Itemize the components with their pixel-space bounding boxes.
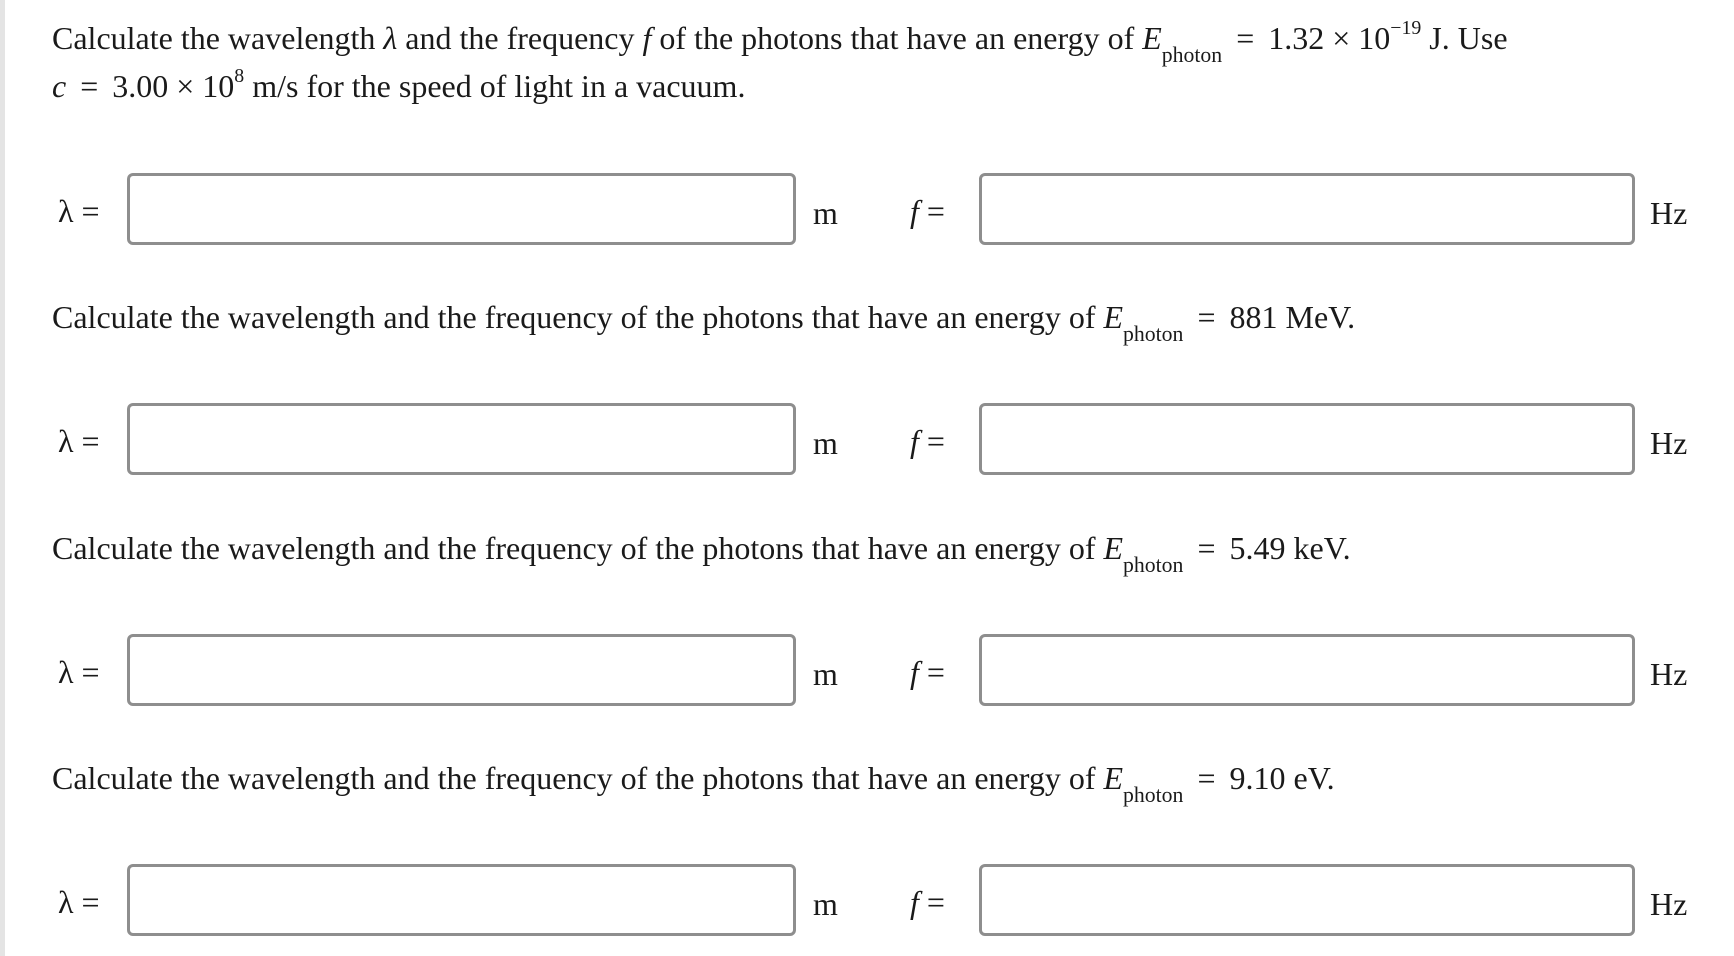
frequency-symbol: f (642, 20, 652, 56)
equals-sign: = (1197, 760, 1216, 796)
problem-1-intro: Calculate the wavelength (52, 20, 376, 56)
lambda-label: λ = (58, 193, 100, 229)
hertz-unit-label: Hz (1650, 195, 1688, 231)
energy-value: 881 MeV. (1229, 299, 1356, 335)
energy-value-mantissa: 1.32 × 10 (1268, 20, 1391, 56)
equals-sign: = (926, 423, 945, 459)
energy-symbol: E (1103, 299, 1124, 335)
frequency-label (910, 654, 945, 690)
hertz-unit-label: Hz (1650, 656, 1688, 692)
meter-unit-label: m (813, 886, 838, 922)
energy-subscript: photon (1161, 42, 1223, 67)
wavelength-input-2[interactable] (127, 403, 796, 475)
energy-value-exponent: −19 (1390, 17, 1422, 40)
equals-sign: = (926, 884, 945, 920)
equals-sign: = (1197, 530, 1216, 566)
energy-symbol: E (1142, 20, 1162, 56)
energy-value: 9.10 eV. (1229, 760, 1335, 796)
energy-subscript: photon (1123, 552, 1184, 577)
answer-row-2 (0, 403, 1734, 479)
problem-3-statement: Calculate the wavelength and the frequency of the photons that have an energy of (52, 530, 1096, 566)
frequency-input-2[interactable] (979, 403, 1635, 475)
speed-value-exponent: 8 (234, 65, 245, 88)
meter-unit-label: m (813, 425, 838, 461)
speed-value-rest: m/s for the speed of light in a vacuum. (252, 68, 746, 104)
answer-row-4 (0, 864, 1734, 940)
frequency-label (910, 884, 945, 920)
speed-of-light-symbol: c (52, 68, 67, 104)
energy-symbol: E (1103, 760, 1124, 796)
hertz-unit-label: Hz (1650, 886, 1688, 922)
problem-2-statement: Calculate the wavelength and the frequency of the photons that have an energy of (52, 299, 1096, 335)
wavelength-input-3[interactable] (127, 634, 796, 706)
equals-sign: = (80, 68, 99, 104)
problem-1-and-the: and the frequency (405, 20, 635, 56)
frequency-label (910, 193, 945, 229)
frequency-symbol: f (910, 884, 919, 920)
frequency-symbol: f (910, 193, 919, 229)
frequency-symbol: f (910, 654, 919, 690)
lambda-label: λ = (58, 884, 100, 920)
equals-sign: = (1197, 299, 1216, 335)
speed-value-mantissa: 3.00 × 10 (112, 68, 235, 104)
problem-1-line-2 (52, 62, 1692, 110)
problem-2-text (52, 293, 1692, 346)
lambda-label: λ = (58, 654, 100, 690)
wavelength-input-4[interactable] (127, 864, 796, 936)
frequency-input-1[interactable] (979, 173, 1635, 245)
wavelength-input-1[interactable] (127, 173, 796, 245)
equals-sign: = (926, 654, 945, 690)
problem-4-text (52, 754, 1692, 807)
problem-1-line-1 (52, 14, 1692, 67)
frequency-input-3[interactable] (979, 634, 1635, 706)
meter-unit-label: m (813, 656, 838, 692)
problem-4-statement: Calculate the wavelength and the frequency of the photons that have an energy of (52, 760, 1096, 796)
problem-3-text (52, 524, 1692, 577)
energy-subscript: photon (1123, 782, 1184, 807)
frequency-symbol: f (910, 423, 919, 459)
energy-value: 5.49 keV. (1229, 530, 1351, 566)
problem-1-rest: of the photons that have an energy of (659, 20, 1135, 56)
lambda-label: λ = (58, 423, 100, 459)
problem-1-text (52, 14, 1692, 110)
energy-symbol: E (1103, 530, 1124, 566)
equals-sign: = (926, 193, 945, 229)
frequency-label (910, 423, 945, 459)
hertz-unit-label: Hz (1650, 425, 1688, 461)
energy-subscript: photon (1123, 321, 1184, 346)
frequency-input-4[interactable] (979, 864, 1635, 936)
meter-unit-label: m (813, 195, 838, 231)
lambda-symbol: λ (383, 20, 398, 56)
energy-value-unit: J. Use (1429, 20, 1508, 56)
answer-row-1 (0, 173, 1734, 249)
answer-row-3 (0, 634, 1734, 710)
equals-sign: = (1236, 20, 1255, 56)
